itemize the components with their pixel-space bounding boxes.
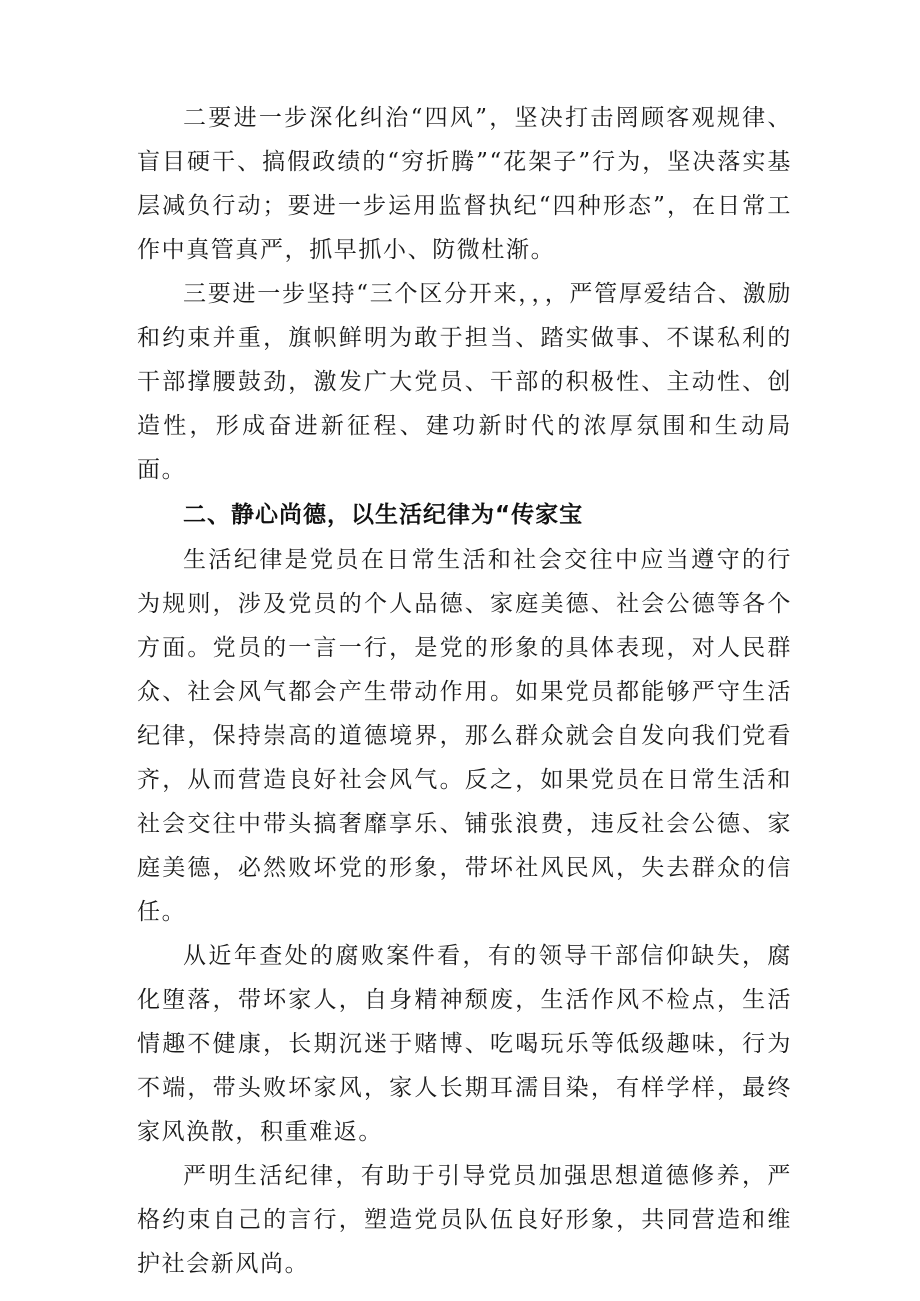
paragraph-fourwinds: 二要进一步深化纠治“四风”，坚决打击罔顾客观规律、盲目硬干、搞假政绩的“穷折腾”“花架子”行为，坚决落实基层减负行动；要进一步运用监督执纪“四种形态”，在日常工作中真管真严，抓早抓小、防微杜渐。 <box>137 105 792 263</box>
section-heading: 二、静心尚德，以生活纪律为“传家宝 <box>183 502 584 528</box>
paragraph-three-distinctions: 三要进一步坚持“三个区分开来，，，严管厚爱结合、激励和约束并重，旗帜鲜明为敢于担当、踏实做事、不谋私利的干部撑腰鼓劲，激发广大党员、干部的积极性、主动性、创造性，形成奋进新征程、建功新时代的浓厚氛围和生动局面。 <box>137 281 792 483</box>
paragraph-strict-discipline: 严明生活纪律，有助于引导党员加强思想道德修养，严格约束自己的言行，塑造党员队伍良好形象，共同营造和维护社会新风尚。 <box>137 1163 792 1277</box>
paragraph-life-discipline: 生活纪律是党员在日常生活和社会交往中应当遵守的行为规则，涉及党员的个人品德、家庭美德、社会公德等各个方面。党员的一言一行，是党的形象的具体表现，对人民群众、社会风气都会产生带动作用。如果党员都能够严守生活纪律，保持崇高的道德境界，那么群众就会自发向我们党看齐，从而营造良好社会风气。反之，如果党员在日常生活和社会交往中带头搞奢靡享乐、铺张浪费，违反社会公德、家庭美德，必然败坏党的形象，带坏社风民风，失去群众的信任。 <box>137 547 792 925</box>
document-body <box>137 96 792 1286</box>
paragraph-corruption-cases: 从近年查处的腐败案件看，有的领导干部信仰缺失，腐化堕落，带坏家人，自身精神颓废，生活作风不检点，生活情趣不健康，长期沉迷于赌博、吃喝玩乐等低级趣味，行为不端，带头败坏家风，家人长期耳濡目染，有样学样，最终家风涣散，积重难返。 <box>137 943 792 1145</box>
